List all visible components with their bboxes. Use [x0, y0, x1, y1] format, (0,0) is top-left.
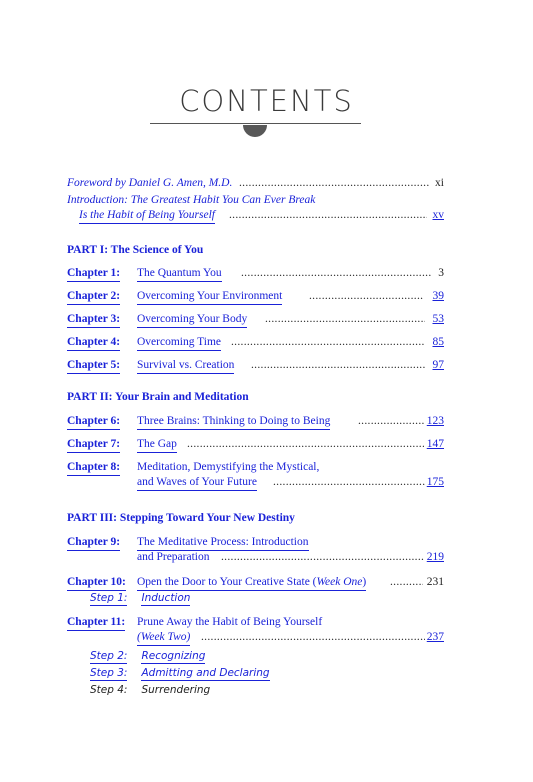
chapter-title[interactable]: Overcoming Time	[137, 335, 221, 351]
toc-step-2[interactable]: Step 2: Recognizing	[90, 650, 206, 662]
chapter-label[interactable]: Chapter 8:	[67, 460, 120, 476]
chapter-page[interactable]: 97	[432, 359, 444, 371]
chapter-page: 3	[438, 267, 444, 279]
toc-step-4: Step 4: Surrendering	[90, 684, 211, 696]
introduction-page[interactable]: xv	[432, 209, 444, 221]
chapter-page[interactable]: 219	[426, 551, 444, 563]
chapter-title[interactable]: The Meditative Process: Introduction	[137, 535, 309, 551]
part-1-title[interactable]: PART I: The Science of You	[67, 244, 204, 256]
leader-dots	[273, 475, 425, 489]
introduction-title-line2[interactable]: Is the Habit of Being Yourself	[79, 208, 215, 224]
chapter-page[interactable]: 85	[432, 336, 444, 348]
chapter-label[interactable]: Chapter 4:	[67, 335, 120, 351]
chapter-title[interactable]: Meditation, Demystifying the Mystical,	[137, 461, 320, 473]
chapter-label[interactable]: Chapter 11:	[67, 615, 125, 631]
chapter-title[interactable]: Overcoming Your Environment	[137, 289, 282, 305]
chapter-title[interactable]: The Quantum You	[137, 266, 222, 282]
chapter-page[interactable]: 175	[426, 476, 444, 488]
chapter-page[interactable]: 39	[432, 290, 444, 302]
chapter-title[interactable]: Survival vs. Creation	[137, 358, 234, 374]
chapter-page[interactable]: 53	[432, 313, 444, 325]
chapter-page[interactable]: 147	[426, 438, 444, 450]
chapter-label[interactable]: Chapter 7:	[67, 437, 120, 453]
chapter-title[interactable]: Open the Door to Your Creative State (Week One)	[137, 575, 366, 591]
chapter-title-cont[interactable]: and Preparation	[137, 551, 210, 563]
chapter-page[interactable]: 237	[426, 631, 444, 643]
chapter-page: 231	[426, 576, 444, 588]
part-2-title[interactable]: PART II: Your Brain and Meditation	[67, 391, 249, 403]
chapter-title[interactable]: Three Brains: Thinking to Doing to Being	[137, 414, 330, 430]
toc-step-3[interactable]: Step 3: Admitting and Declaring	[90, 667, 270, 679]
part-3-title[interactable]: PART III: Stepping Toward Your New Destiny	[67, 512, 295, 524]
chapter-title-cont[interactable]: and Waves of Your Future	[137, 475, 257, 491]
chapter-title[interactable]: The Gap	[137, 437, 177, 453]
chapter-label[interactable]: Chapter 1:	[67, 266, 120, 282]
chapter-label[interactable]: Chapter 3:	[67, 312, 120, 328]
chapter-label[interactable]: Chapter 9:	[67, 535, 120, 551]
leader-dots	[231, 335, 425, 349]
leader-dots	[265, 312, 425, 326]
leader-dots	[251, 358, 425, 372]
leader-dots	[241, 266, 431, 280]
chapter-page[interactable]: 123	[426, 415, 444, 427]
chapter-label[interactable]: Chapter 5:	[67, 358, 120, 374]
chapter-label[interactable]: Chapter 6:	[67, 414, 120, 430]
foreword-page: xi	[435, 177, 444, 189]
leader-dots	[239, 176, 429, 190]
leader-dots	[309, 289, 424, 303]
chapter-label[interactable]: Chapter 2:	[67, 289, 120, 305]
contents-heading: CONTENTS	[179, 84, 354, 118]
leader-dots	[187, 437, 424, 451]
leader-dots	[201, 630, 425, 644]
foreword-title[interactable]: Foreword by Daniel G. Amen, M.D.	[67, 177, 233, 189]
chapter-title[interactable]: Prune Away the Habit of Being Yourself	[137, 616, 323, 628]
introduction-title-line1[interactable]: Introduction: The Greatest Habit You Can Ever Break	[67, 194, 316, 206]
chapter-title-cont[interactable]: (Week Two)	[137, 630, 190, 646]
chapter-title[interactable]: Overcoming Your Body	[137, 312, 247, 328]
chapter-label[interactable]: Chapter 10:	[67, 575, 126, 591]
toc-step-1[interactable]: Step 1: Induction	[90, 592, 191, 604]
leader-dots	[229, 208, 427, 222]
leader-dots	[221, 550, 425, 564]
